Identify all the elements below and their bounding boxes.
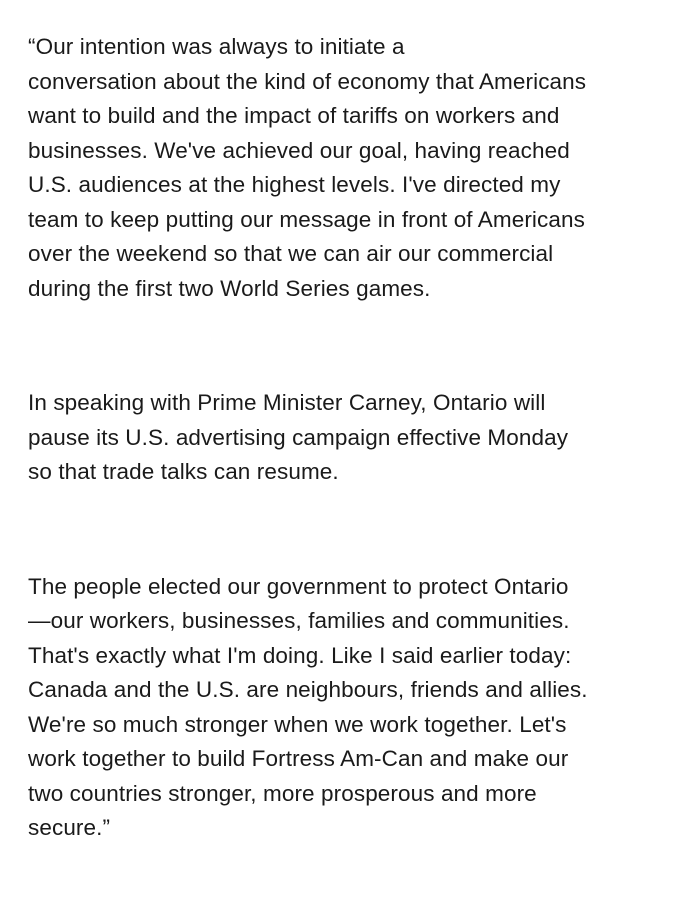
paragraph-1 xyxy=(28,30,658,306)
text-line: Canada and the U.S. are neighbours, friends and allies. xyxy=(28,677,588,702)
paragraph-2 xyxy=(28,386,658,490)
paragraph-3 xyxy=(28,570,658,846)
text-line: That's exactly what I'm doing. Like I said earlier today: xyxy=(28,642,572,668)
text-line: The people elected our government to protect Ontario xyxy=(28,573,569,599)
text-line: —our workers, businesses, families and communities. xyxy=(28,608,570,633)
text-line: secure.” xyxy=(28,815,111,840)
text-line: two countries stronger, more prosperous and more xyxy=(28,780,537,806)
text-line: conversation about the kind of economy that Americans xyxy=(28,68,587,94)
text-line: over the weekend so that we can air our commercial xyxy=(28,241,554,266)
text-line: during the first two World Series games. xyxy=(28,275,431,301)
text-line: so that trade talks can resume. xyxy=(28,459,339,484)
text-line: We're so much stronger when we work together. Let's xyxy=(28,711,567,737)
text-line: U.S. audiences at the highest levels. I've directed my xyxy=(28,172,561,197)
text-line: “Our intention was always to initiate a xyxy=(28,34,405,59)
statement-text xyxy=(28,30,658,846)
text-line: work together to build Fortress Am-Can and make our xyxy=(28,746,569,771)
text-line: pause its U.S. advertising campaign effective Monday xyxy=(28,424,569,450)
text-line: businesses. We've achieved our goal, having reached xyxy=(28,137,570,163)
text-line: In speaking with Prime Minister Carney, Ontario will xyxy=(28,390,546,415)
text-line: team to keep putting our message in front of Americans xyxy=(28,206,585,232)
text-line: want to build and the impact of tariffs on workers and xyxy=(28,103,560,128)
